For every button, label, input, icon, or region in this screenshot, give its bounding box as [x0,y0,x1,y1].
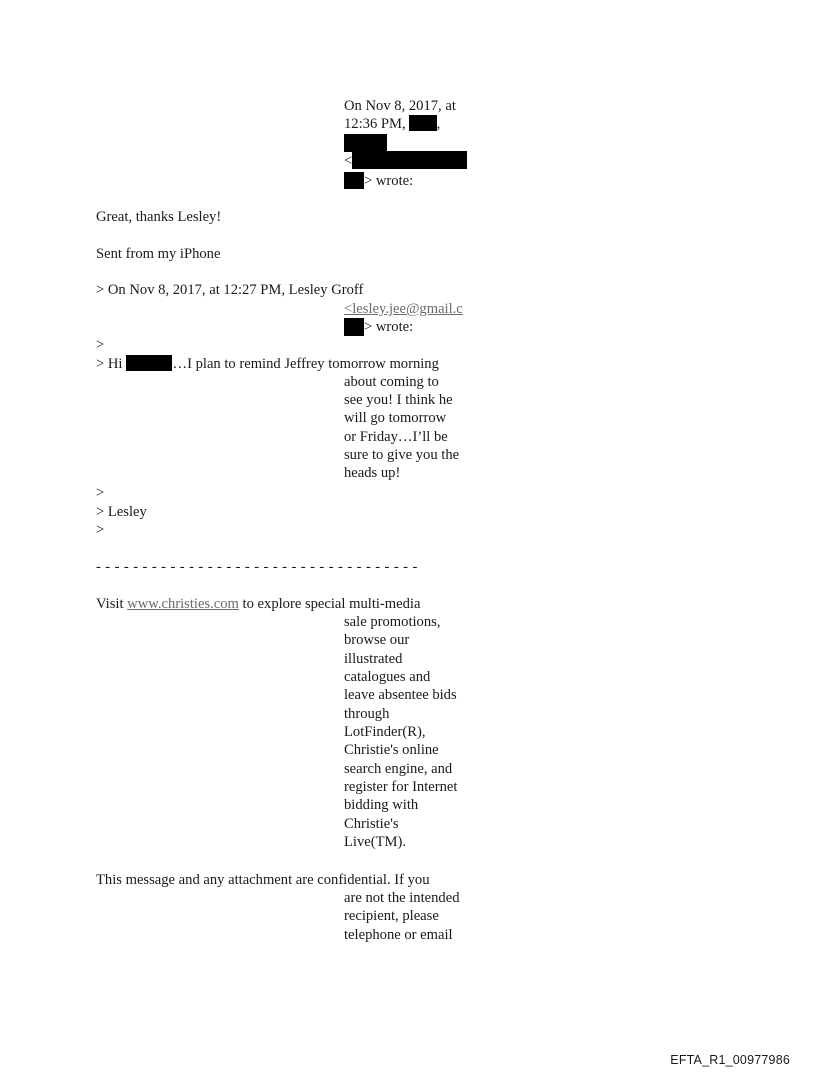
redaction-block [352,151,467,169]
quoted-blank-line: > [96,337,105,353]
quoted-hi-rest: …I plan to remind Jeffrey tomorrow morning [172,356,439,372]
promo-first-line [96,595,420,613]
promo-line: illustrated [344,651,403,667]
quoted-hi-line [96,355,439,373]
promo-line: catalogues and [344,669,431,685]
quoted-header-line: > On Nov 8, 2017, at 12:27 PM, Lesley Groff [96,282,364,298]
header-time: 12:36 PM, [344,116,406,132]
promo-line: bidding with [344,797,419,813]
promo-line: Christie's [344,816,399,832]
promo-line: search engine, and [344,761,453,777]
promo-line: LotFinder(R), [344,724,426,740]
promo-line: sale promotions, [344,614,441,630]
quoted-sign-name: > Lesley [96,504,147,520]
promo-first-rest: to explore special multi-media [238,596,421,612]
separator-line: - - - - - - - - - - - - - - - - - - - - - - - - - - - - - - - - - - - [96,559,418,575]
quoted-blank-line: > [96,522,105,538]
promo-line: Live(TM). [344,834,407,850]
quoted-body-line: about coming to [344,374,439,390]
confidential-line: telephone or email [344,927,453,943]
promo-line: Christie's online [344,742,439,758]
header-comma: , [436,116,441,132]
promo-line: register for Internet [344,779,458,795]
reply-text: Great, thanks Lesley! [96,209,222,225]
redaction-block [344,172,364,189]
redaction-block [126,355,172,371]
document-id: EFTA_R1_00977986 [670,1053,790,1067]
confidential-first-line: This message and any attachment are confidential. If you [96,872,430,888]
header-wrote: > wrote: [364,173,414,189]
christies-link[interactable]: www.christies.com [127,596,239,612]
promo-line: leave absentee bids [344,687,457,703]
header-lt: < [344,153,353,169]
quoted-hi-prefix: > Hi [96,356,123,372]
quoted-body-line: heads up! [344,465,401,481]
promo-line: browse our [344,632,410,648]
quoted-wrote: > wrote: [364,319,414,335]
quoted-blank-line: > [96,485,105,501]
quoted-body-line: will go tomorrow [344,410,447,426]
promo-visit: Visit [96,596,128,612]
header-date-line: On Nov 8, 2017, at [344,98,456,114]
header-time-line [344,115,440,133]
confidential-line: are not the intended [344,890,460,906]
promo-line: through [344,706,390,722]
quoted-email-link[interactable]: <lesley.jee@gmail.c [344,301,463,317]
redaction-block [344,134,387,152]
redaction-block [409,115,437,131]
redaction-block [344,318,364,336]
reply-signature: Sent from my iPhone [96,246,221,262]
quoted-body-line: or Friday…I’ll be [344,429,448,445]
quoted-body-line: sure to give you the [344,447,460,463]
quoted-body-line: see you! I think he [344,392,453,408]
confidential-line: recipient, please [344,908,439,924]
